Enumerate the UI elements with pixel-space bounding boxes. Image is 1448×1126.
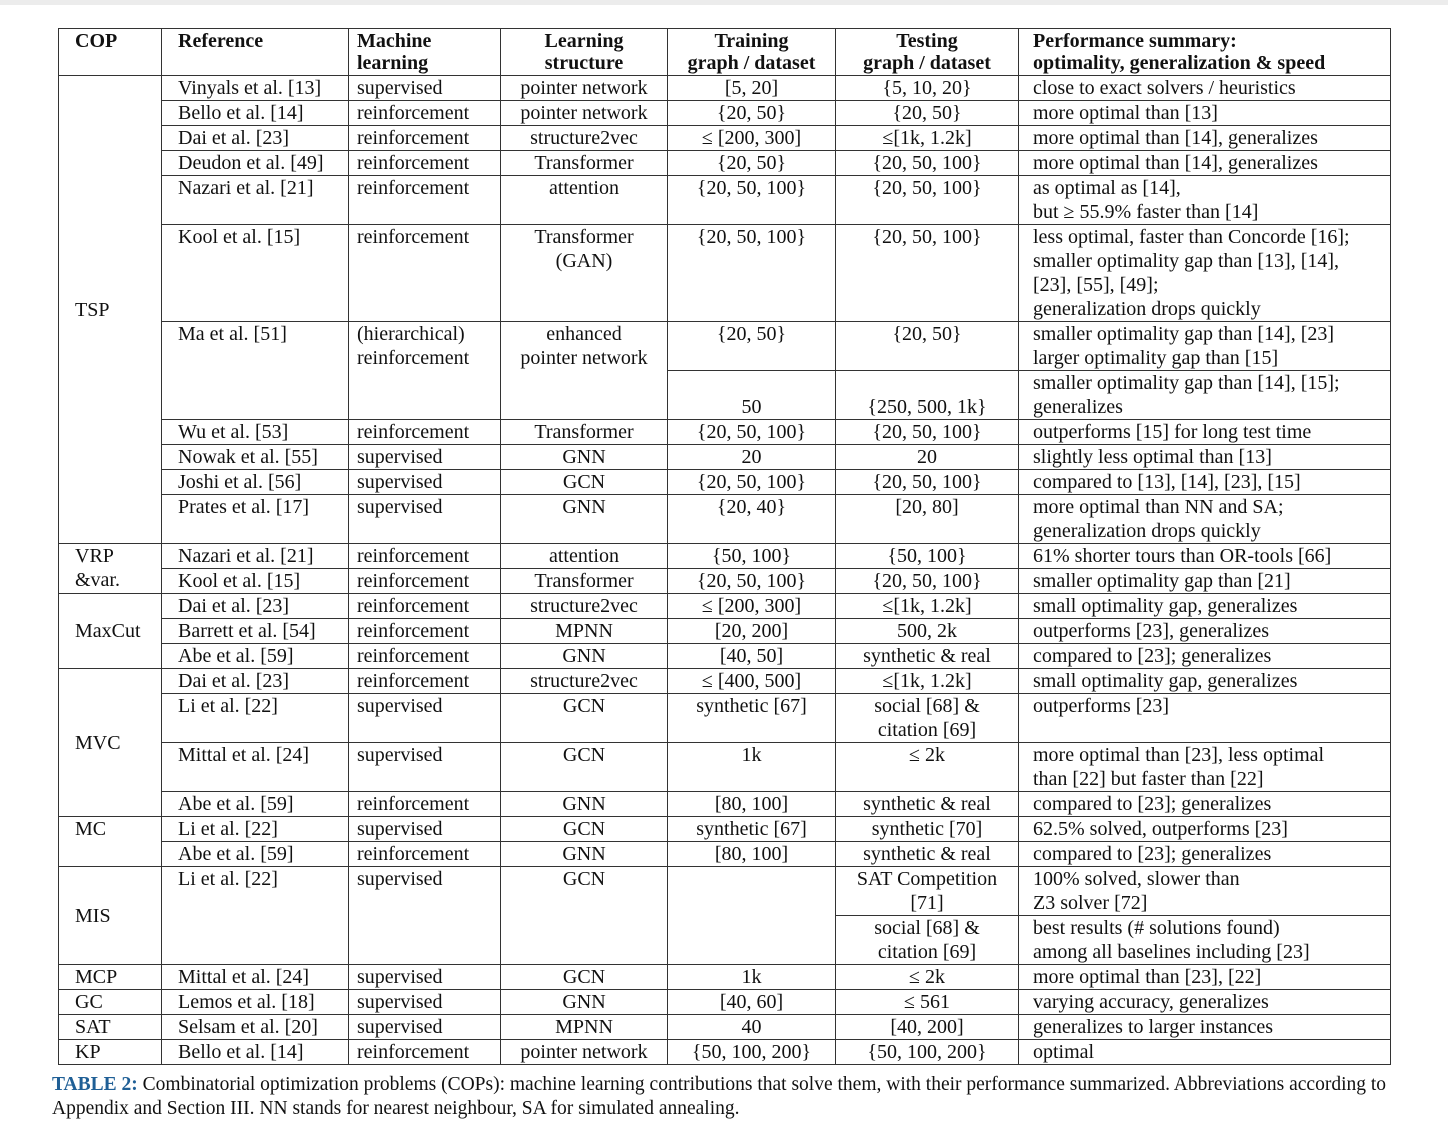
cell-reference: Dai et al. [23] [162, 669, 349, 694]
test-line: social [68] & [874, 917, 980, 939]
cop-gc: GC [59, 990, 162, 1015]
ml-line: (hierarchical) [357, 323, 465, 345]
test-line: citation [69] [877, 719, 977, 741]
cell-train: 1k [668, 743, 836, 792]
perf-line: less optimal, faster than Concorde [16]; [1033, 226, 1350, 248]
cell-reference: Dai et al. [23] [162, 594, 349, 619]
cell-test: {20, 50, 100} [836, 569, 1019, 594]
cell-train: [20, 200] [668, 619, 836, 644]
table-container [58, 28, 1390, 1065]
cop-vrp-line2: &var. [75, 569, 120, 591]
table-row [59, 990, 1391, 1015]
perf-line: Z3 solver [72] [1033, 892, 1148, 914]
header-test-line2: graph / dataset [863, 52, 991, 74]
cell-train: {20, 50, 100} [668, 176, 836, 225]
cell-test: {5, 10, 20} [836, 76, 1019, 101]
cell-train: {50, 100} [668, 544, 836, 569]
perf-line: among all baselines including [23] [1033, 941, 1310, 963]
cell-ml: reinforcement [349, 151, 501, 176]
cell-perf [1019, 867, 1391, 916]
cell-perf [1019, 176, 1391, 225]
cell-reference: Deudon et al. [49] [162, 151, 349, 176]
cell-ml: supervised [349, 76, 501, 101]
table-row [59, 101, 1391, 126]
table-row [59, 594, 1391, 619]
table-row [59, 151, 1391, 176]
cell-reference: Abe et al. [59] [162, 792, 349, 817]
table-row [59, 225, 1391, 322]
cell-structure: GNN [501, 842, 668, 867]
cell-ml: reinforcement [349, 594, 501, 619]
cell-perf: compared to [13], [14], [23], [15] [1019, 470, 1391, 495]
cell-test: synthetic & real [836, 842, 1019, 867]
cell-structure: Transformer [501, 569, 668, 594]
table-row [59, 1015, 1391, 1040]
cell-test: {20, 50, 100} [836, 176, 1019, 225]
cell-ml: reinforcement [349, 101, 501, 126]
cop-mis: MIS [59, 867, 162, 965]
cell-test: {250, 500, 1k} [836, 371, 1019, 420]
cop-kp: KP [59, 1040, 162, 1065]
cell-test: {20, 50, 100} [836, 151, 1019, 176]
cop-mcp: MCP [59, 965, 162, 990]
cell-reference: Abe et al. [59] [162, 644, 349, 669]
header-machine-learning [349, 29, 501, 76]
cell-test: 500, 2k [836, 619, 1019, 644]
cell-test: ≤ 561 [836, 990, 1019, 1015]
perf-line: more optimal than [23], less optimal [1033, 744, 1325, 766]
table-row [59, 420, 1391, 445]
cell-train: 1k [668, 965, 836, 990]
cell-structure: GCN [501, 743, 668, 792]
cell-perf: more optimal than [23], [22] [1019, 965, 1391, 990]
cell-train: {20, 40} [668, 495, 836, 544]
perf-line: than [22] but faster than [22] [1033, 768, 1264, 790]
table-row [59, 792, 1391, 817]
header-train-line2: graph / dataset [687, 52, 816, 74]
cell-structure: GCN [501, 470, 668, 495]
cop-vrp-line1: VRP [75, 545, 114, 567]
cell-train: {20, 50} [668, 322, 836, 371]
cell-train: {20, 50, 100} [668, 470, 836, 495]
cell-ml: reinforcement [349, 792, 501, 817]
cell-perf: 61% shorter tours than OR-tools [66] [1019, 544, 1391, 569]
header-testing [836, 29, 1019, 76]
table-row [59, 743, 1391, 792]
cell-perf [1019, 916, 1391, 965]
cell-reference: Nowak et al. [55] [162, 445, 349, 470]
cell-train: synthetic [67] [668, 817, 836, 842]
table-row [59, 322, 1391, 371]
cell-test: ≤[1k, 1.2k] [836, 126, 1019, 151]
cell-perf: small optimality gap, generalizes [1019, 594, 1391, 619]
cell-perf: outperforms [15] for long test time [1019, 420, 1391, 445]
header-learning-structure [501, 29, 668, 76]
cell-perf: compared to [23]; generalizes [1019, 842, 1391, 867]
cell-ml: reinforcement [349, 1040, 501, 1065]
cell-test: synthetic & real [836, 792, 1019, 817]
cell-train [668, 867, 836, 965]
cell-ml: reinforcement [349, 225, 501, 322]
table-row [59, 817, 1391, 842]
cell-train: {20, 50, 100} [668, 225, 836, 322]
cell-perf: outperforms [23], generalizes [1019, 619, 1391, 644]
cell-reference: Li et al. [22] [162, 867, 349, 965]
cell-perf: generalizes to larger instances [1019, 1015, 1391, 1040]
cell-ml: reinforcement [349, 619, 501, 644]
header-reference: Reference [162, 29, 349, 76]
table-row [59, 176, 1391, 225]
cop-mvc: MVC [59, 669, 162, 817]
cell-structure: pointer network [501, 101, 668, 126]
cell-ml: reinforcement [349, 544, 501, 569]
cell-test [836, 867, 1019, 916]
perf-line: 100% solved, slower than [1033, 868, 1240, 890]
cell-test: {50, 100} [836, 544, 1019, 569]
cell-perf [1019, 371, 1391, 420]
cell-structure [501, 225, 668, 322]
cell-reference: Prates et al. [17] [162, 495, 349, 544]
cell-test [836, 916, 1019, 965]
cell-structure: attention [501, 544, 668, 569]
cell-train: {20, 50} [668, 101, 836, 126]
cell-perf: 62.5% solved, outperforms [23] [1019, 817, 1391, 842]
cell-test: 20 [836, 445, 1019, 470]
cell-structure: GNN [501, 990, 668, 1015]
caption-text: Combinatorial optimization problems (COPs): machine learning contributions that solve them, with their performance summarized. Abbreviations according to Appendix and Section III. NN stands for nearest neighbour, SA for simulated annealing. [52, 1074, 1387, 1119]
cell-reference: Mittal et al. [24] [162, 743, 349, 792]
cell-structure: MPNN [501, 619, 668, 644]
cell-reference: Bello et al. [14] [162, 101, 349, 126]
table-row [59, 965, 1391, 990]
cell-structure: GCN [501, 867, 668, 965]
cell-perf: outperforms [23] [1019, 694, 1391, 743]
header-ml-line2: learning [357, 52, 429, 74]
header-perf-line2: optimality, generalization & speed [1033, 52, 1326, 74]
cell-structure: GCN [501, 965, 668, 990]
test-line: SAT Competition [856, 868, 998, 890]
cell-reference: Nazari et al. [21] [162, 176, 349, 225]
cell-structure: GNN [501, 644, 668, 669]
cell-ml: supervised [349, 445, 501, 470]
header-cop: COP [59, 29, 162, 76]
cell-test: [20, 80] [836, 495, 1019, 544]
header-performance [1019, 29, 1391, 76]
cell-reference: Bello et al. [14] [162, 1040, 349, 1065]
header-train-line1: Training [714, 30, 789, 52]
cell-train: 20 [668, 445, 836, 470]
cell-train: synthetic [67] [668, 694, 836, 743]
perf-line: smaller optimality gap than [13], [14], [1033, 250, 1340, 272]
cell-train: 40 [668, 1015, 836, 1040]
cell-perf [1019, 225, 1391, 322]
cell-test: synthetic [70] [836, 817, 1019, 842]
cell-perf: compared to [23]; generalizes [1019, 792, 1391, 817]
cell-train: {20, 50, 100} [668, 569, 836, 594]
cell-reference: Selsam et al. [20] [162, 1015, 349, 1040]
table-row [59, 842, 1391, 867]
table-row [59, 867, 1391, 916]
cell-perf: more optimal than [13] [1019, 101, 1391, 126]
cell-ml: reinforcement [349, 842, 501, 867]
cell-reference: Kool et al. [15] [162, 569, 349, 594]
table-caption [52, 1073, 1402, 1121]
cell-structure: GNN [501, 792, 668, 817]
top-rule [0, 0, 1448, 5]
cell-reference: Joshi et al. [56] [162, 470, 349, 495]
cell-ml: supervised [349, 743, 501, 792]
cell-reference: Li et al. [22] [162, 817, 349, 842]
cell-structure: pointer network [501, 1040, 668, 1065]
structure-line: Transformer [534, 226, 634, 248]
cell-test: {20, 50, 100} [836, 420, 1019, 445]
cell-reference: Mittal et al. [24] [162, 965, 349, 990]
cell-train: [40, 60] [668, 990, 836, 1015]
cell-reference: Vinyals et al. [13] [162, 76, 349, 101]
cop-maxcut: MaxCut [59, 594, 162, 669]
cell-test: [40, 200] [836, 1015, 1019, 1040]
cell-reference: Ma et al. [51] [162, 322, 349, 420]
header-perf-line1: Performance summary: [1033, 30, 1237, 52]
test-line: citation [69] [877, 941, 977, 963]
cell-structure: GNN [501, 445, 668, 470]
cell-ml: supervised [349, 965, 501, 990]
perf-line: smaller optimality gap than [14], [15]; [1033, 372, 1340, 394]
cell-perf: small optimality gap, generalizes [1019, 669, 1391, 694]
header-training [668, 29, 836, 76]
cell-ml: reinforcement [349, 176, 501, 225]
cell-test: ≤[1k, 1.2k] [836, 669, 1019, 694]
cell-test: synthetic & real [836, 644, 1019, 669]
cell-perf: close to exact solvers / heuristics [1019, 76, 1391, 101]
table-row [59, 569, 1391, 594]
test-line: [71] [910, 892, 944, 914]
cell-reference: Abe et al. [59] [162, 842, 349, 867]
cell-ml: reinforcement [349, 669, 501, 694]
structure-line: (GAN) [555, 250, 613, 272]
cop-vrp [59, 544, 162, 594]
table-row [59, 470, 1391, 495]
header-test-line1: Testing [896, 30, 958, 52]
cell-ml: supervised [349, 470, 501, 495]
cell-test: {20, 50} [836, 101, 1019, 126]
cell-reference: Li et al. [22] [162, 694, 349, 743]
perf-line: generalizes [1033, 396, 1123, 418]
caption-label: TABLE 2: [52, 1074, 138, 1095]
cell-structure: structure2vec [501, 669, 668, 694]
table-row [59, 76, 1391, 101]
cell-reference: Wu et al. [53] [162, 420, 349, 445]
cell-reference: Barrett et al. [54] [162, 619, 349, 644]
table-row [59, 1040, 1391, 1065]
cell-train: {50, 100, 200} [668, 1040, 836, 1065]
cell-perf: slightly less optimal than [13] [1019, 445, 1391, 470]
cell-ml: reinforcement [349, 644, 501, 669]
cell-ml: supervised [349, 990, 501, 1015]
cell-train: [40, 50] [668, 644, 836, 669]
cell-train: [80, 100] [668, 792, 836, 817]
table-row [59, 644, 1391, 669]
table-row [59, 126, 1391, 151]
cell-perf: more optimal than [14], generalizes [1019, 126, 1391, 151]
cell-perf: optimal [1019, 1040, 1391, 1065]
structure-line: enhanced [546, 323, 622, 345]
cell-perf [1019, 743, 1391, 792]
cell-ml: supervised [349, 1015, 501, 1040]
table-row [59, 445, 1391, 470]
cell-reference: Dai et al. [23] [162, 126, 349, 151]
cell-test: {50, 100, 200} [836, 1040, 1019, 1065]
cell-train: [5, 20] [668, 76, 836, 101]
cop-sat: SAT [59, 1015, 162, 1040]
cell-perf: varying accuracy, generalizes [1019, 990, 1391, 1015]
cell-train: ≤ [400, 500] [668, 669, 836, 694]
cell-structure: structure2vec [501, 594, 668, 619]
table-row [59, 694, 1391, 743]
perf-line: generalization drops quickly [1033, 298, 1261, 320]
cell-test: ≤ 2k [836, 743, 1019, 792]
cell-ml: reinforcement [349, 569, 501, 594]
test-line: social [68] & [874, 695, 980, 717]
perf-line: larger optimality gap than [15] [1033, 347, 1279, 369]
cell-test: ≤ 2k [836, 965, 1019, 990]
cop-mc: MC [59, 817, 162, 867]
cell-train: {20, 50} [668, 151, 836, 176]
header-ls-line2: structure [544, 52, 624, 74]
perf-line: best results (# solutions found) [1033, 917, 1280, 939]
cell-test: {20, 50, 100} [836, 225, 1019, 322]
cell-structure [501, 322, 668, 420]
cell-perf: compared to [23]; generalizes [1019, 644, 1391, 669]
perf-line: as optimal as [14], [1033, 177, 1181, 199]
cell-test: ≤[1k, 1.2k] [836, 594, 1019, 619]
cell-train: [80, 100] [668, 842, 836, 867]
cell-train: ≤ [200, 300] [668, 126, 836, 151]
cell-structure: Transformer [501, 151, 668, 176]
cell-test: {20, 50} [836, 322, 1019, 371]
cell-perf: smaller optimality gap than [21] [1019, 569, 1391, 594]
perf-line: but ≥ 55.9% faster than [14] [1033, 201, 1259, 223]
cell-train: ≤ [200, 300] [668, 594, 836, 619]
cell-train: 50 [668, 371, 836, 420]
cell-ml: supervised [349, 495, 501, 544]
cell-ml: reinforcement [349, 126, 501, 151]
cell-train: {20, 50, 100} [668, 420, 836, 445]
cell-reference: Lemos et al. [18] [162, 990, 349, 1015]
table-row [59, 669, 1391, 694]
cell-perf [1019, 322, 1391, 371]
cell-ml: supervised [349, 867, 501, 965]
table-row [59, 619, 1391, 644]
cell-test: {20, 50, 100} [836, 470, 1019, 495]
cell-ml: reinforcement [349, 420, 501, 445]
perf-line: more optimal than NN and SA; [1033, 496, 1284, 518]
cop-table [58, 28, 1391, 1065]
table-row [59, 544, 1391, 569]
cop-tsp: TSP [59, 76, 162, 544]
cell-structure: GNN [501, 495, 668, 544]
cell-perf [1019, 495, 1391, 544]
structure-line: pointer network [520, 347, 648, 369]
header-row [59, 29, 1391, 76]
header-ls-line1: Learning [544, 30, 624, 52]
header-ml-line1: Machine [357, 30, 432, 52]
cell-ml: supervised [349, 817, 501, 842]
cell-structure: MPNN [501, 1015, 668, 1040]
cell-ml: supervised [349, 694, 501, 743]
cell-structure: pointer network [501, 76, 668, 101]
perf-line: smaller optimality gap than [14], [23] [1033, 323, 1335, 345]
cell-reference: Kool et al. [15] [162, 225, 349, 322]
cell-structure: Transformer [501, 420, 668, 445]
cell-structure: GCN [501, 817, 668, 842]
perf-line: generalization drops quickly [1033, 520, 1261, 542]
cell-ml [349, 322, 501, 420]
cell-reference: Nazari et al. [21] [162, 544, 349, 569]
cell-test [836, 694, 1019, 743]
ml-line: reinforcement [357, 347, 470, 369]
cell-perf: more optimal than [14], generalizes [1019, 151, 1391, 176]
cell-structure: GCN [501, 694, 668, 743]
cell-structure: structure2vec [501, 126, 668, 151]
perf-line: [23], [55], [49]; [1033, 274, 1159, 296]
table-row [59, 495, 1391, 544]
cell-structure: attention [501, 176, 668, 225]
